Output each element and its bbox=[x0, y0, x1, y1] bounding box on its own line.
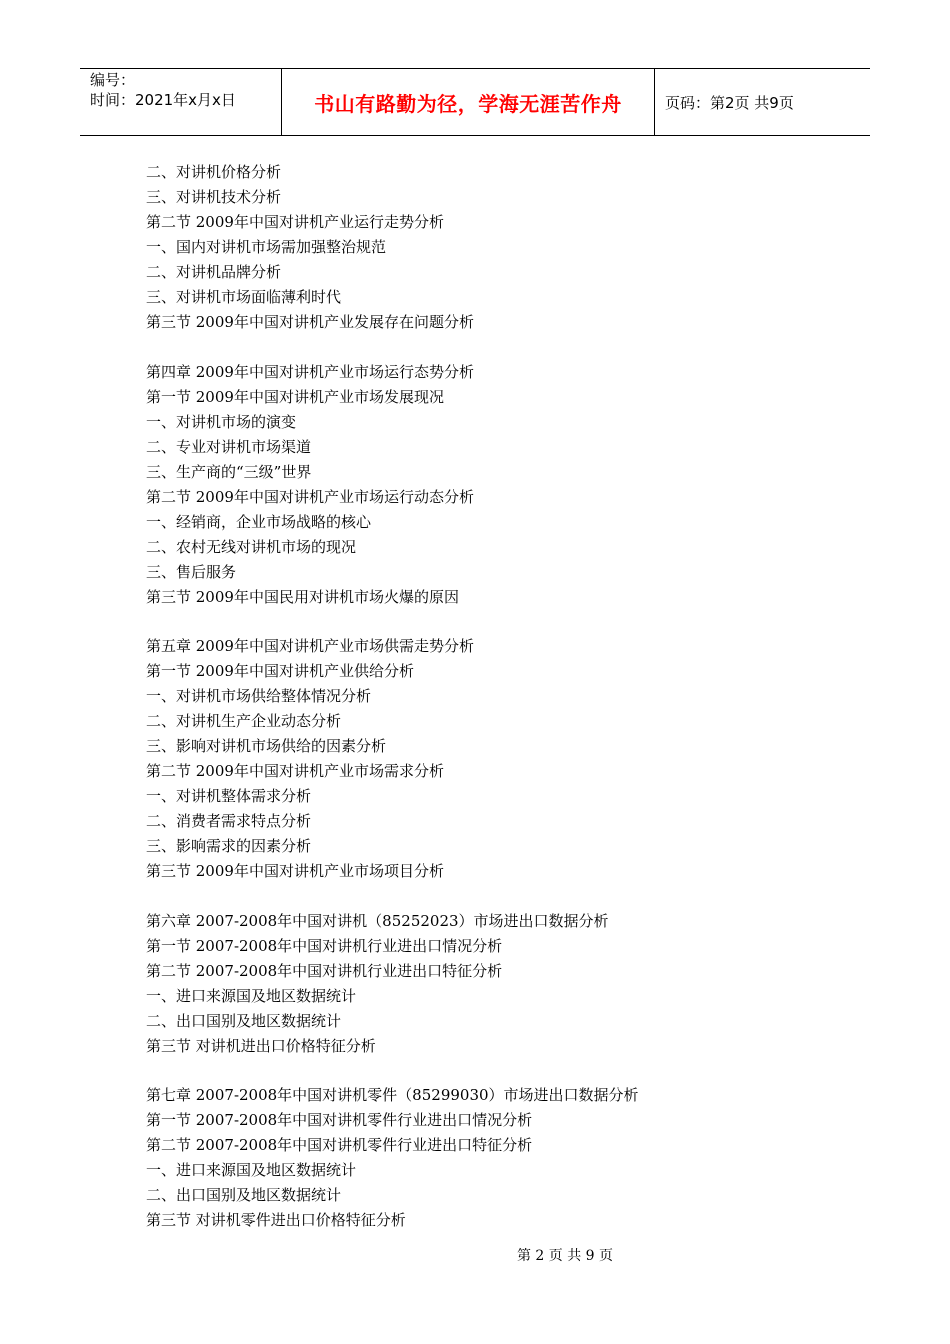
toc-line: 第一节 2007-2008年中国对讲机行业进出口情况分析 bbox=[146, 936, 503, 955]
toc-line: 二、出口国别及地区数据统计 bbox=[146, 1011, 342, 1030]
toc-line: 一、对讲机市场的演变 bbox=[146, 412, 297, 431]
toc-line: 一、进口来源国及地区数据统计 bbox=[146, 986, 357, 1005]
toc-line: 第二节 2009年中国对讲机产业运行走势分析 bbox=[146, 213, 444, 231]
toc-line: 第一节 2009年中国对讲机产业供给分析 bbox=[146, 662, 414, 680]
toc-line: 三、售后服务 bbox=[146, 562, 237, 581]
toc-line: 第二节 2009年中国对讲机产业市场运行动态分析 bbox=[146, 487, 474, 506]
toc-line: 第二节 2007-2008年中国对讲机行业进出口特征分析 bbox=[146, 961, 503, 980]
table-of-contents bbox=[146, 160, 846, 1233]
toc-line: 第一节 2007-2008年中国对讲机零件行业进出口情况分析 bbox=[146, 1111, 533, 1129]
page-header bbox=[80, 68, 870, 136]
toc-line: 一、国内对讲机市场需加强整治规范 bbox=[146, 238, 387, 256]
page-footer: 第 2 页 共 9 页 bbox=[516, 1248, 614, 1264]
toc-line: 第四章 2009年中国对讲机产业市场运行态势分析 bbox=[146, 362, 474, 381]
toc-line: 三、对讲机技术分析 bbox=[146, 188, 282, 206]
toc-line: 第三节 2009年中国对讲机产业市场项目分析 bbox=[146, 862, 444, 880]
toc-line: 三、生产商的“三级”世界 bbox=[146, 462, 312, 481]
toc-line: 三、影响需求的因素分析 bbox=[146, 837, 312, 855]
toc-line: 第二节 2009年中国对讲机产业市场需求分析 bbox=[146, 762, 444, 780]
header-meta-cell bbox=[80, 69, 282, 135]
toc-line: 第三节 对讲机零件进出口价格特征分析 bbox=[146, 1211, 406, 1229]
block-spacer bbox=[146, 610, 846, 635]
toc-line: 二、对讲机品牌分析 bbox=[146, 263, 282, 281]
toc-line: 二、对讲机价格分析 bbox=[146, 163, 282, 181]
toc-line: 第三节 2009年中国对讲机产业发展存在问题分析 bbox=[146, 313, 474, 331]
block-spacer bbox=[146, 335, 846, 360]
header-motto: 书山有路勤为径，学海无涯苦作舟 bbox=[314, 91, 622, 116]
toc-section bbox=[146, 1083, 846, 1233]
toc-line: 一、进口来源国及地区数据统计 bbox=[146, 1161, 357, 1179]
document-date-label: 时间：2021年x月x日 bbox=[90, 91, 236, 109]
toc-section bbox=[146, 360, 846, 610]
toc-section bbox=[146, 160, 846, 335]
toc-line: 第五章 2009年中国对讲机产业市场供需走势分析 bbox=[146, 637, 474, 655]
toc-line: 二、出口国别及地区数据统计 bbox=[146, 1186, 342, 1204]
block-spacer bbox=[146, 1059, 846, 1084]
header-page-cell bbox=[655, 69, 870, 135]
toc-line: 一、对讲机整体需求分析 bbox=[146, 787, 312, 805]
toc-line: 二、对讲机生产企业动态分析 bbox=[146, 712, 342, 730]
header-motto-cell bbox=[282, 69, 655, 135]
toc-section bbox=[146, 909, 846, 1059]
toc-section bbox=[146, 634, 846, 884]
toc-line: 第六章 2007-2008年中国对讲机（85252023）市场进出口数据分析 bbox=[146, 911, 609, 930]
header-page-indicator: 页码：第2页 共9页 bbox=[665, 93, 794, 112]
toc-line: 第一节 2009年中国对讲机产业市场发展现况 bbox=[146, 387, 444, 406]
block-spacer bbox=[146, 884, 846, 909]
toc-line: 第三节 对讲机进出口价格特征分析 bbox=[146, 1036, 376, 1055]
toc-line: 第二节 2007-2008年中国对讲机零件行业进出口特征分析 bbox=[146, 1136, 533, 1154]
toc-line: 第三节 2009年中国民用对讲机市场火爆的原因 bbox=[146, 587, 459, 606]
toc-line: 一、对讲机市场供给整体情况分析 bbox=[146, 687, 372, 705]
document-number-label: 编号： bbox=[90, 71, 136, 89]
toc-line: 三、影响对讲机市场供给的因素分析 bbox=[146, 737, 387, 755]
toc-line: 三、对讲机市场面临薄利时代 bbox=[146, 288, 342, 306]
toc-line: 第七章 2007-2008年中国对讲机零件（85299030）市场进出口数据分析 bbox=[146, 1086, 639, 1104]
toc-line: 二、专业对讲机市场渠道 bbox=[146, 437, 312, 456]
toc-line: 一、经销商，企业市场战略的核心 bbox=[146, 512, 372, 531]
toc-line: 二、消费者需求特点分析 bbox=[146, 812, 312, 830]
toc-line: 二、农村无线对讲机市场的现况 bbox=[146, 537, 357, 556]
